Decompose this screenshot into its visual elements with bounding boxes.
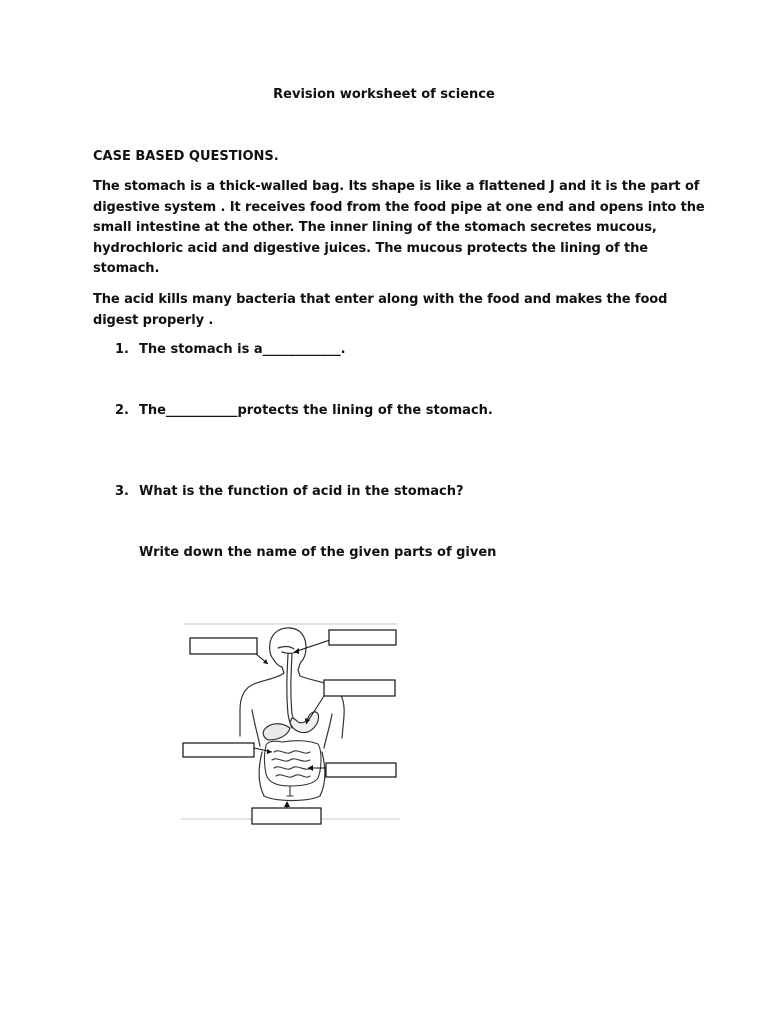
question-2 <box>115 403 493 418</box>
answer-box-mouth[interactable] <box>190 638 257 654</box>
question-number: 1. <box>115 342 129 357</box>
page-title: Revision worksheet of science <box>273 87 495 102</box>
liver-shape <box>263 724 290 740</box>
passage-line: The stomach is a thick-walled bag. Its shape is like a flattened J and it is the part of <box>93 179 700 194</box>
passage-line: The acid kills many bacteria that enter along with the food and makes the food <box>93 292 668 307</box>
question-text: The stomach is a____________. <box>139 342 346 357</box>
answer-box-small-intestine[interactable] <box>326 763 396 777</box>
question-3 <box>115 484 464 499</box>
passage-line: stomach. <box>93 261 160 277</box>
question-1 <box>115 342 346 357</box>
passage-line: hydrochloric acid and digestive juices. The mucous protects the lining of the <box>93 240 648 256</box>
digestive-system-diagram <box>178 618 404 828</box>
answer-box-stomach[interactable] <box>324 680 395 696</box>
question-text: What is the function of acid in the stomach? <box>139 484 464 499</box>
answer-box-oesophagus[interactable] <box>329 630 396 645</box>
mouth-and-esophagus <box>278 647 296 728</box>
passage-line: digestive system . It receives food from the food pipe at one end and opens into the <box>93 199 705 215</box>
passage-line: small intestine at the other. The inner lining of the stomach secretes mucous, <box>93 220 657 236</box>
passage-paragraph-2 <box>93 290 683 331</box>
question-number: 2. <box>115 403 129 418</box>
question-number: 3. <box>115 484 129 499</box>
question-text: The___________protects the lining of the stomach. <box>139 403 493 418</box>
section-heading: CASE BASED QUESTIONS. <box>93 149 279 164</box>
answer-box-anus[interactable] <box>252 808 321 824</box>
stomach-shape <box>290 712 319 733</box>
diagram-instruction: Write down the name of the given parts of given <box>139 545 497 560</box>
answer-box-liver[interactable] <box>183 743 254 757</box>
passage-paragraph-1 <box>93 177 705 280</box>
passage-line: digest properly . <box>93 312 214 328</box>
